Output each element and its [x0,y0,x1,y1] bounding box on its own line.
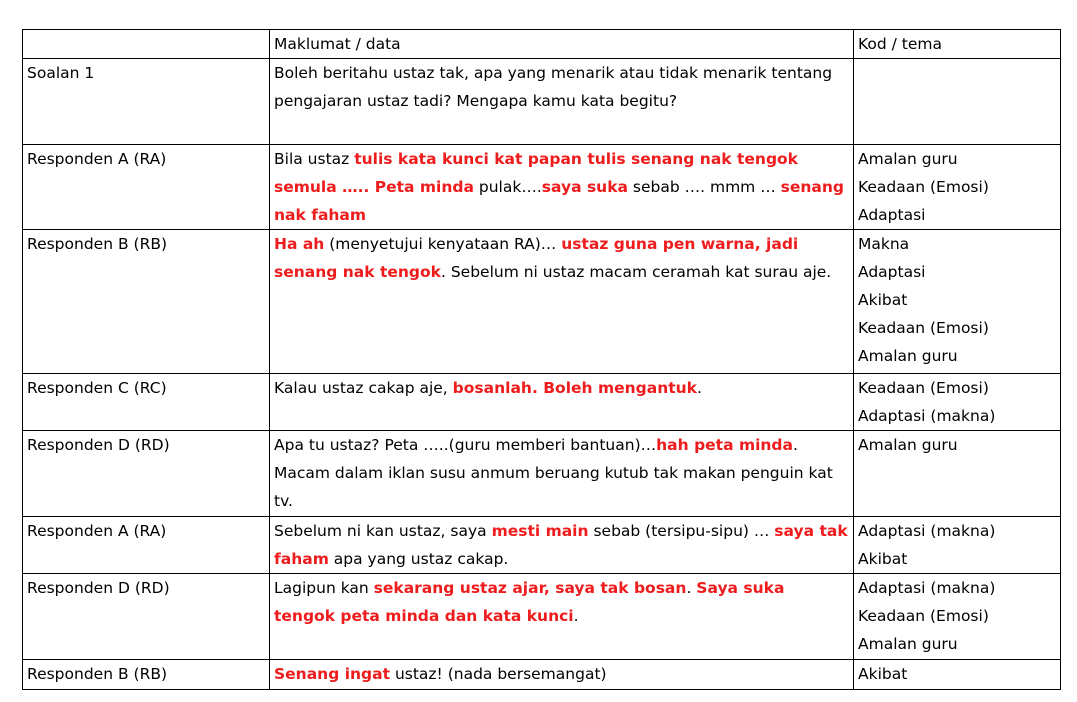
table-body [23,30,1061,690]
plain-text: pulak…. [473,178,542,196]
plain-text: Bila ustaz [274,150,355,168]
code-item: Amalan guru [858,436,958,454]
row-label: Responden C (RC) [23,374,270,431]
coding-table [22,29,1061,690]
row-label: Responden D (RD) [23,574,270,660]
plain-text: . Macam dalam iklan susu anmum beruang kutub tak makan penguin kat tv. [274,436,833,510]
code-item: Keadaan (Emosi) [858,379,989,397]
header-cell-label [23,30,270,59]
code-item: Amalan guru [858,150,958,168]
plain-text: sebab …. mmm … [627,178,781,196]
table-row [23,431,1061,517]
highlighted-text: bosanlah. Boleh mengantuk [452,379,697,397]
highlighted-text: ustaz guna pen warna, jadi senang nak tengok [274,235,799,281]
row-codes [854,59,1061,145]
row-data [270,374,854,431]
code-item: Amalan guru [858,347,958,365]
table-row [23,517,1061,574]
code-item: Adaptasi [858,263,926,281]
code-item: Akibat [858,291,908,309]
row-data [270,230,854,374]
header-row [23,30,1061,59]
row-label: Responden B (RB) [23,230,270,374]
highlighted-text: sekarang ustaz ajar, saya tak bosan [373,579,687,597]
code-item: Adaptasi (makna) [858,579,996,597]
row-codes [854,574,1061,660]
plain-text: Apa tu ustaz? Peta …..(guru memberi bantuan)… [274,436,657,454]
row-data [270,145,854,230]
code-item: Keadaan (Emosi) [858,319,989,337]
code-item: Makna [858,235,910,253]
row-data [270,59,854,145]
plain-text: Lagipun kan [274,579,374,597]
plain-text: . [686,579,697,597]
row-label: Responden A (RA) [23,145,270,230]
table-row [23,660,1061,690]
highlighted-text: saya suka [541,178,628,196]
plain-text: apa yang ustaz cakap. [328,550,509,568]
code-item: Amalan guru [858,635,958,653]
plain-text: (menyetujui kenyataan RA)… [324,235,562,253]
highlighted-text: tulis kata kunci kat papan tulis senang nak tengok semula ….. Peta minda [274,150,798,196]
table-row [23,574,1061,660]
row-data [270,431,854,517]
table-row [23,230,1061,374]
row-codes [854,660,1061,690]
row-data [270,574,854,660]
row-label: Soalan 1 [23,59,270,145]
highlighted-text: hah peta minda [656,436,793,454]
row-data [270,660,854,690]
plain-text: . [573,607,579,625]
plain-text: Kalau ustaz cakap aje, [274,379,453,397]
highlighted-text: Saya suka tengok peta minda dan kata kunci [274,579,785,625]
highlighted-text: Senang ingat [274,665,391,683]
code-item: Akibat [858,550,908,568]
highlighted-text: Ha ah [274,235,325,253]
row-codes [854,374,1061,431]
plain-text: . [697,379,702,397]
code-item: Adaptasi [858,206,926,224]
code-item: Adaptasi (makna) [858,407,996,425]
row-label: Responden D (RD) [23,431,270,517]
plain-text: sebab (tersipu-sipu) … [588,522,775,540]
row-codes [854,230,1061,374]
table-row [23,59,1061,145]
plain-text: Sebelum ni kan ustaz, saya [274,522,492,540]
plain-text: . Sebelum ni ustaz macam ceramah kat surau aje. [440,263,832,281]
plain-text: ustaz! (nada bersemangat) [390,665,607,683]
row-data [270,517,854,574]
row-label: Responden B (RB) [23,660,270,690]
code-item: Adaptasi (makna) [858,522,996,540]
code-item: Akibat [858,665,908,683]
highlighted-text: mesti main [491,522,589,540]
table-row [23,145,1061,230]
table-row [23,374,1061,431]
row-label: Responden A (RA) [23,517,270,574]
row-codes [854,517,1061,574]
plain-text: Boleh beritahu ustaz tak, apa yang menarik atau tidak menarik tentang pengajaran ustaz tadi? Mengapa kamu kata begitu? [274,64,833,110]
header-cell-code: Kod / tema [854,30,1061,59]
code-item: Keadaan (Emosi) [858,607,989,625]
row-codes [854,431,1061,517]
row-codes [854,145,1061,230]
code-item: Keadaan (Emosi) [858,178,989,196]
highlighted-text: senang nak faham [274,178,845,224]
header-cell-data: Maklumat / data [270,30,854,59]
highlighted-text: saya tak faham [274,522,848,568]
